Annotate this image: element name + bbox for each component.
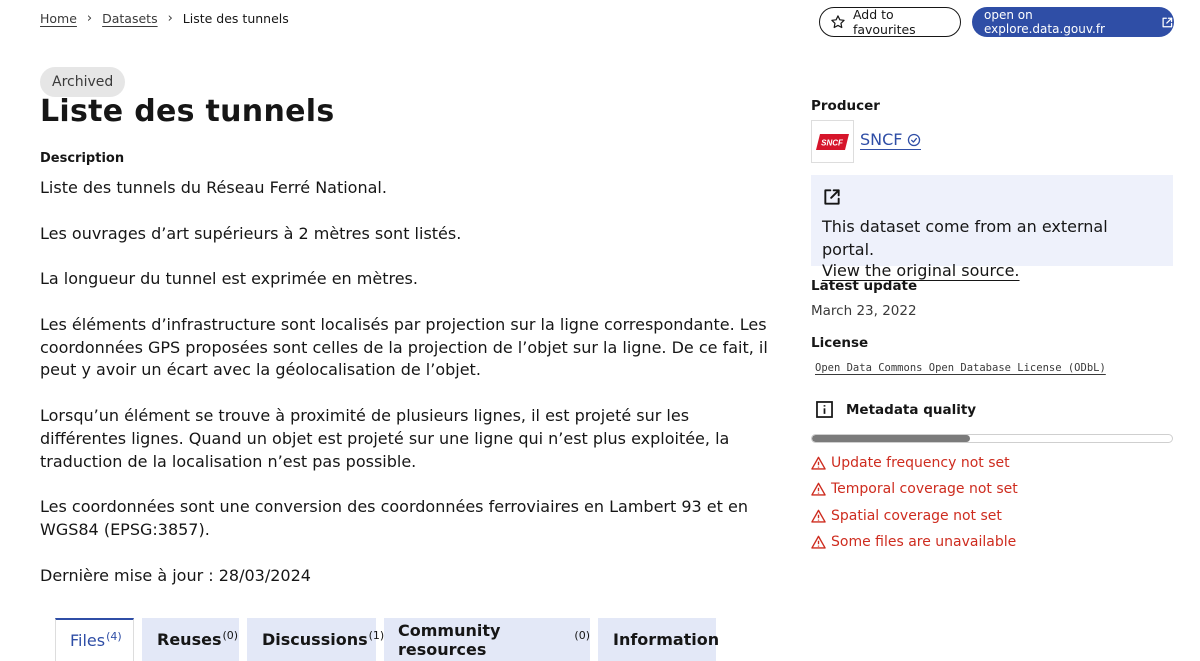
metadata-quality-bar — [811, 434, 1173, 443]
breadcrumb-current: Liste des tunnels — [182, 11, 289, 26]
description-paragraph: Dernière mise à jour : 28/03/2024 — [40, 565, 311, 585]
description-text — [40, 177, 780, 610]
description-paragraph: Liste des tunnels du Réseau Ferré National. — [40, 178, 387, 197]
view-original-source-link[interactable]: View the original source. — [822, 261, 1020, 280]
tab-information[interactable] — [598, 618, 720, 661]
external-link-icon — [822, 187, 842, 207]
breadcrumb-home-link[interactable]: Home — [40, 11, 77, 26]
latest-update-value: March 23, 2022 — [811, 303, 917, 319]
tab-reuses[interactable] — [142, 618, 239, 661]
chevron-right-icon: › — [167, 11, 173, 26]
warning-icon — [811, 456, 826, 470]
warning-temporal-coverage — [811, 481, 1018, 497]
license-label: License — [811, 335, 869, 351]
tab-count: (4) — [106, 630, 122, 643]
warning-text: Temporal coverage not set — [831, 481, 1018, 497]
producer-name: SNCF — [860, 130, 903, 149]
description-paragraph: Les coordonnées sont une conversion des coordonnées ferroviaires en Lambert 93 et en WGS84 (EPSG:3857). — [40, 497, 748, 539]
warning-icon — [811, 535, 826, 549]
description-paragraph: Lorsqu’un élément se trouve à proximité de plusieurs lignes, il est projeté sur les différentes lignes. Quand un objet est projeté sur une ligne qui n’est plus exploitée, la traduction de la localisation n’est pas possible. — [40, 405, 730, 471]
warning-files-unavailable — [811, 534, 1016, 550]
tab-label: Information — [613, 630, 720, 649]
metadata-quality-label: Metadata quality — [846, 401, 977, 418]
description-paragraph: Les ouvrages d’art supérieurs à 2 mètres sont listés. — [40, 223, 462, 243]
warning-text: Update frequency not set — [831, 455, 1010, 471]
chevron-right-icon: › — [86, 11, 93, 26]
dataset-tabs — [55, 618, 724, 661]
tab-discussions[interactable] — [247, 618, 385, 661]
sncf-logo-text: SNCF — [821, 138, 843, 147]
external-link-icon — [1161, 16, 1174, 29]
open-explore-button[interactable] — [972, 7, 1174, 37]
star-icon — [830, 14, 846, 30]
sncf-logo — [816, 133, 849, 151]
info-icon — [815, 400, 834, 419]
add-to-favourites-button[interactable] — [819, 7, 961, 37]
page-title: Liste des tunnels — [40, 94, 335, 129]
producer-link[interactable] — [860, 131, 921, 150]
tab-count: (1) — [368, 629, 385, 642]
tab-community-resources[interactable] — [384, 618, 590, 661]
archived-badge: Archived — [40, 67, 125, 97]
verified-check-icon — [907, 133, 921, 147]
breadcrumb — [40, 11, 289, 26]
tab-count: (0) — [222, 629, 239, 642]
warning-icon — [811, 509, 826, 523]
tab-label: Discussions — [262, 630, 368, 649]
description-paragraph: Les éléments d’infrastructure sont localisés par projection sur la ligne correspondante. Les coordonnées GPS proposées sont celles de la projection de l’objet sur la ligne. De ce fait, il peut y avoir un écart avec la géolocalisation de l’objet. — [40, 314, 768, 380]
warning-text: Some files are unavailable — [831, 534, 1017, 550]
metadata-quality-header — [815, 400, 976, 419]
tab-count: (0) — [574, 629, 590, 642]
producer-label: Producer — [811, 98, 880, 114]
producer-logo[interactable] — [811, 120, 854, 163]
warning-icon — [811, 482, 826, 496]
tab-label: Reuses — [157, 630, 222, 649]
add-to-favourites-label: Add to favourites — [852, 7, 916, 37]
metadata-quality-fill — [812, 435, 970, 442]
breadcrumb-datasets-link[interactable]: Datasets — [102, 11, 158, 26]
tab-label: Files — [70, 631, 106, 650]
license-link[interactable]: Open Data Commons Open Database License (ODbL) — [815, 362, 1106, 374]
tab-files[interactable] — [55, 618, 134, 661]
tab-label: Community resources — [398, 620, 501, 659]
latest-update-label: Latest update — [811, 278, 918, 294]
warning-text: Spatial coverage not set — [831, 508, 1002, 524]
external-portal-notice — [811, 175, 1173, 280]
external-portal-text: This dataset come from an external portal. — [822, 217, 1108, 259]
warning-spatial-coverage — [811, 508, 1002, 524]
open-explore-label: open on explore.data.gouv.fr — [984, 8, 1105, 36]
description-label: Description — [40, 151, 125, 166]
warning-update-frequency — [811, 455, 1010, 471]
description-paragraph: La longueur du tunnel est exprimée en mètres. — [40, 269, 418, 289]
